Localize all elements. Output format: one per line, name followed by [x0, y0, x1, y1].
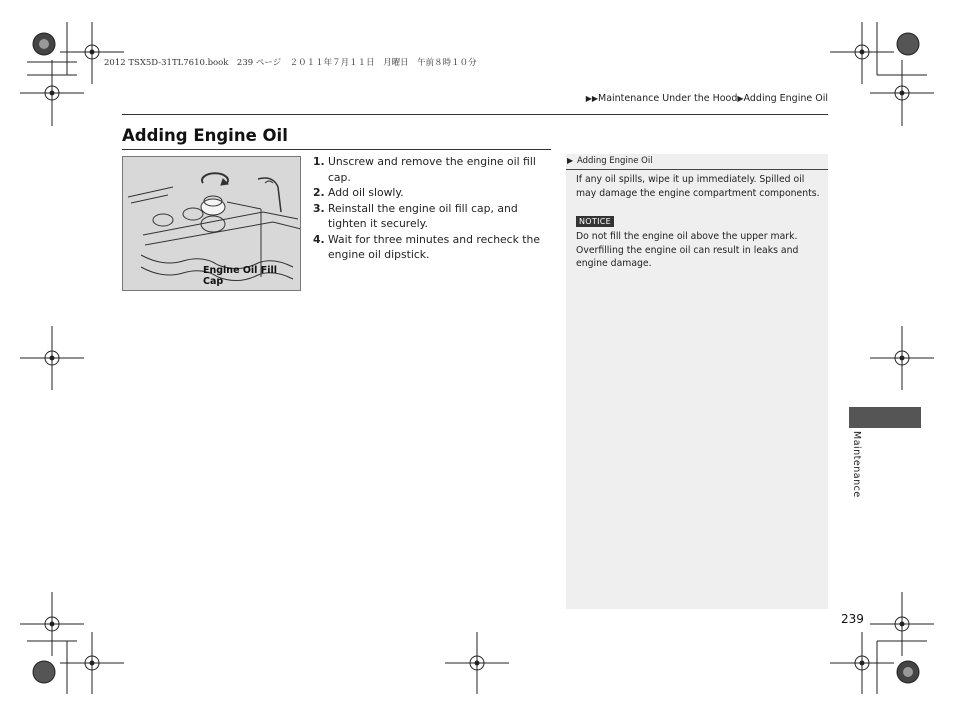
- list-item: [313, 201, 558, 232]
- steps-list: [313, 154, 558, 263]
- print-header: 2012 TSX5D-31TL7610.book 239 ページ ２０１１年７月１１日 月曜日 午前８時１０分: [104, 58, 477, 68]
- breadcrumb: [586, 93, 828, 104]
- top-rule: [122, 114, 828, 115]
- page-number: 239: [841, 612, 864, 626]
- section-tab-label: Maintenance: [851, 431, 862, 498]
- illustration-label: Engine Oil Fill Cap: [203, 265, 277, 287]
- breadcrumb-section[interactable]: Maintenance Under the Hood: [598, 93, 738, 104]
- notice-badge: NOTICE: [576, 216, 614, 227]
- sidebar-paragraph: If any oil spills, wipe it up immediately. Spilled oil may damage the engine compartment components.: [576, 174, 820, 199]
- step-text: Add oil slowly.: [328, 186, 404, 199]
- breadcrumb-separator: ▶: [737, 94, 744, 103]
- section-tab[interactable]: [849, 407, 921, 428]
- list-item: [313, 232, 558, 263]
- breadcrumb-current: Adding Engine Oil: [743, 93, 828, 104]
- list-item: [313, 154, 558, 185]
- step-text: Reinstall the engine oil fill cap, and tighten it securely.: [328, 201, 518, 230]
- list-item: [313, 185, 558, 201]
- sidebar-note: [566, 154, 828, 609]
- step-number: 4.: [313, 232, 325, 246]
- step-number: 3.: [313, 201, 325, 215]
- engine-illustration: [122, 156, 301, 291]
- step-number: 2.: [313, 186, 325, 199]
- step-text: Wait for three minutes and recheck the engine oil dipstick.: [328, 232, 541, 261]
- ref-arrow-icon: ▶: [567, 156, 574, 165]
- title-rule: [122, 149, 551, 150]
- sidebar-notice-text: Do not fill the engine oil above the upper mark. Overfilling the engine oil can result in leaks and engine damage.: [576, 231, 799, 269]
- sidebar-heading: [566, 154, 828, 170]
- step-number: 1.: [313, 155, 325, 168]
- sidebar-heading-text[interactable]: Adding Engine Oil: [577, 156, 653, 166]
- breadcrumb-arrows: ▶▶: [585, 94, 598, 103]
- page-title: Adding Engine Oil: [122, 126, 288, 145]
- step-text: Unscrew and remove the engine oil fill cap.: [328, 155, 536, 184]
